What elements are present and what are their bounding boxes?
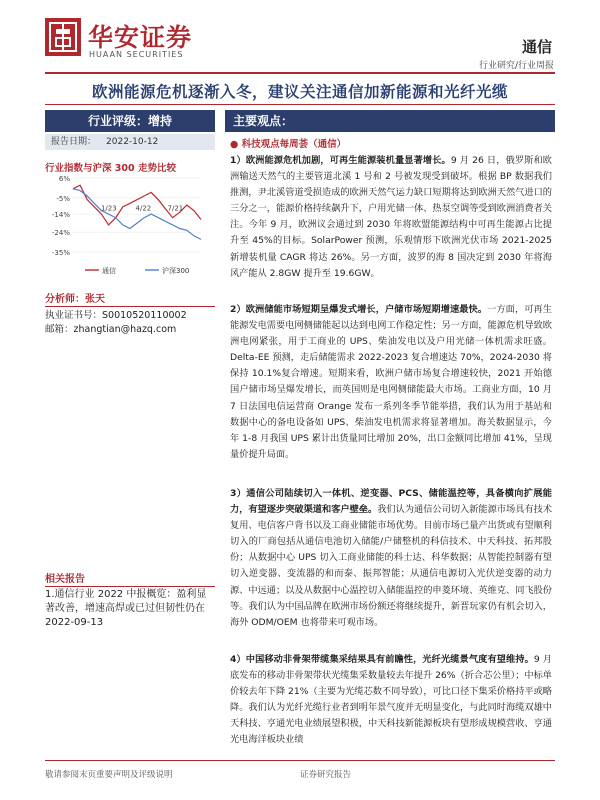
- paragraph-4: [230, 652, 552, 749]
- email-label: 邮箱：: [45, 324, 74, 335]
- paragraph-4-body: 9 月底发布的移动非骨架带状光缆集采数量较去年提升 26%（折合芯公里）；中标单价较去年下降 21%（主要为光缆芯数不同导致），可比口径下集采价格持平或略降。我们认为光纤光缆行业者到明年景气度并无明显变化，与此同时海缆双雄中天科技、亨通光电业绩展望积极，中天科技新能源板块有望形成规模营收、亨通光电海洋板块业绩: [230, 654, 552, 746]
- paragraph-4-heading: 4）中国移动非骨架带缆集采结果具有前瞻性，光纤光缆景气度有望维持。: [230, 654, 534, 665]
- main-points-label: 主要观点：: [233, 114, 294, 128]
- y-tick-label: -5%: [56, 194, 70, 203]
- paragraph-3-body: 我们认为通信公司切入新能源市场具有技术复用、电信客户背书以及工商业储能市场优势。目前市场已量产出货或有望顺利切入的厂商包括从通信电池切入储能/户储整机的科信技术、中天科技、拓邦股份；从数据中心 UPS 切入工商业储能的科士达、科华数据；从智能控制器有望切入逆变器、变流器的和而泰、振邦智能；从通信电源切入光伏逆变器的动力源、中远通；以及从数据中心温控切入储能温控的申菱环境、英维克、同飞股份等。我们认为中国品牌在欧洲市场份额还将继续提升，新晋玩家仍有机会切入，海外 ODM/OEM 也将带来可观市场。: [230, 504, 553, 628]
- footer-disclaimer: 敬请参阅末页重要声明及评级说明: [45, 770, 173, 780]
- paragraph-1-body: 9 月 26 日，俄罗斯和欧洲输送天然气的主要管道北溪 1 号和 2 号被发现受到破坏。根据 BP 数据我们推测，尹北溪管道受损造成的欧洲天然气运力缺口短期将达到欧洲天然气进口的三分之一，能源价格持续飙升下，户用光储一体、热泵空调等受到欧洲消费者关注。今年 9 月，欧洲议会通过到 2030 年将欧盟能源结构中可再生能源占比提升至 45%的目标。SolarPower 预测，乐观情形下欧洲光伏市场 2021-2025 新增装机量 CAGR 将达 26%。另一方面，波罗的海 8 国决定到 2030 年将海风产能从 2.8GW 提升至 19.6GW。: [230, 155, 552, 279]
- report-date-label: 报告日期：: [51, 137, 97, 147]
- logo-icon: [45, 18, 81, 56]
- topic-heading: ● 科技观点每周荟（通信）: [230, 139, 347, 150]
- email-value[interactable]: zhangtian@hazq.com: [73, 324, 177, 335]
- y-tick-label: -35%: [51, 249, 70, 257]
- index-chart-svg: [45, 172, 205, 282]
- analyst-heading: 分析师：张天: [45, 290, 215, 307]
- x-tick-label: 7/21: [167, 204, 184, 213]
- paragraph-3-heading: 3）通信公司陆续切入一体机、逆变器、PCS、储能温控等，具备横向扩展能力，有望逐步突破渠道和客户壁垒。: [230, 488, 552, 516]
- paragraph-3: [230, 486, 552, 631]
- paragraph-2-heading: 2）欧洲储能市场短期呈爆发式增长，户储市场短期增速最快。: [230, 304, 488, 315]
- title-divider: [45, 104, 555, 105]
- footer-label: 证券研究报告: [300, 770, 352, 780]
- paragraph-2: [230, 302, 552, 463]
- report-date-value: 2022-10-12: [106, 137, 159, 147]
- main-points-header: [225, 110, 555, 132]
- report-title: 欧洲能源危机逐渐入冬，建议关注通信加新能源和光纤光缆: [91, 83, 508, 101]
- y-tick-label: -14%: [51, 211, 70, 220]
- legend-label: 通信: [102, 267, 116, 275]
- cert-label: 执业证书号：: [45, 310, 103, 321]
- report-date: [45, 134, 215, 150]
- paragraph-2-body: 一方面，可再生能源发电需要电网侧储能起以达到电网工作稳定性；另一方面，能源危机导致欧洲电网紧张，用于工商业的 UPS、柴油发电以及户用光储一体机需求旺盛。Delta-EE 预测，走后储能需求 2022-2023 复合增速达 70%，2024-2030 将保持 10.1%复合增速。短期来看，欧洲户储市场复合增速较快，2021 开始德国户储市场呈爆发增长，而英国则是电网侧储能最大市场。工商业方面，10 月 7 日法国电信运营商 Orange 发布一系列冬季节能举措，我们认为用于基站和数据中心的备电设备如 UPS、柴油发电机需求将显著增加。海关数据显示，今年 1-8 月我国 UPS 累计出货量同比增加 20%，出口金额同比增加 41%，呈现量价提升局面。: [230, 304, 552, 460]
- y-tick-label: 6%: [58, 175, 70, 183]
- related-report-item[interactable]: 1.通信行业 2022 中报概览：盈利显著改善，增速高焊或已过但韧性仍在 2022-09-13: [45, 589, 207, 628]
- sector-label: 通信: [521, 38, 552, 56]
- legend-label: 沪深300: [162, 267, 190, 275]
- x-tick-label: 1/23: [100, 204, 117, 213]
- brand-name: 华安证券: [88, 23, 193, 52]
- y-tick-label: -24%: [51, 229, 70, 238]
- report-type: 行业研究/行业周报: [478, 61, 554, 71]
- email-line: [45, 321, 176, 335]
- header-divider: [45, 72, 555, 74]
- cert-value: S0010520110002: [102, 310, 187, 321]
- paragraph-1: [230, 153, 552, 282]
- footer-divider: [45, 760, 555, 761]
- related-reports-heading: 相关报告: [45, 570, 215, 587]
- brand-logo: [45, 18, 81, 56]
- paragraph-1-heading: 1）欧洲能源危机加剧，可再生能源装机量显著增长。: [230, 155, 451, 166]
- industry-rating: 行业评级：增持: [45, 110, 215, 132]
- brand-name-en: HUAAN SECURITIES: [89, 50, 184, 59]
- x-tick-label: 4/22: [135, 204, 152, 213]
- chart-title: 行业指数与沪深 300 走势比较: [45, 163, 176, 174]
- index-chart: [45, 172, 205, 282]
- cert-line: [45, 307, 187, 321]
